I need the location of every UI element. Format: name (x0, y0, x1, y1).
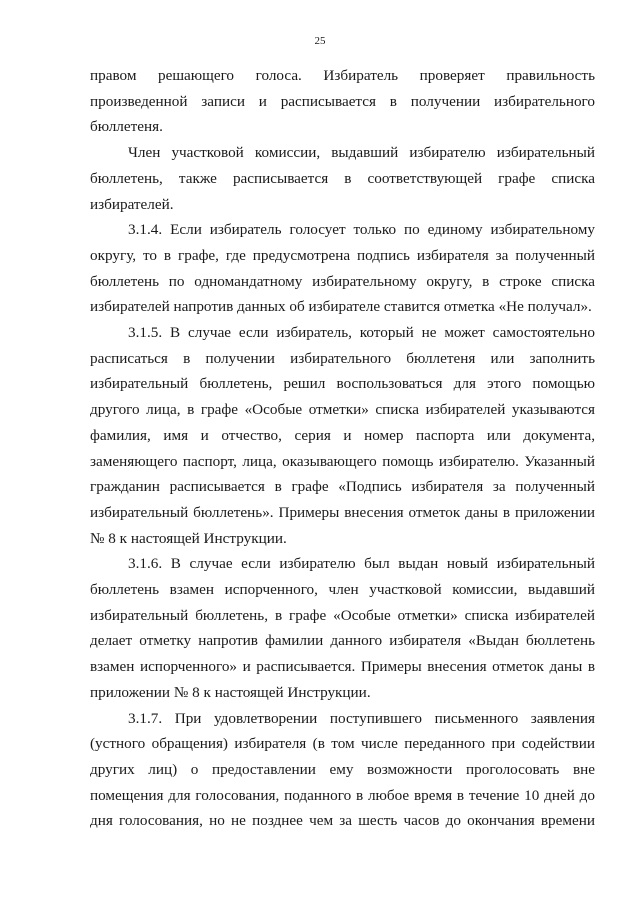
paragraph-3-1-5 (90, 320, 595, 551)
text-line: бюллетень, также расписывается в соответствующей графе списка (90, 169, 595, 187)
text-line: расписаться в получении избирательного бюллетеня или заполнить (90, 349, 595, 367)
text-line: другого лица, в графе «Особые отметки» списка избирателей указываются (90, 401, 595, 419)
text-line: произведенной записи и расписывается в получении избирательного (90, 92, 595, 110)
text-line: избирательный бюллетень, решил воспользоваться для этого помощью (90, 375, 595, 393)
text-line: (устного обращения) избирателя (в том числе переданного при содействии (90, 735, 595, 753)
text-line: приложении № 8 к настоящей Инструкции. (90, 683, 371, 701)
text-line: избирательный бюллетень». Примеры внесения отметок даны в приложении (90, 503, 595, 521)
paragraph-3-1-7 (90, 706, 595, 835)
text-line: дня голосования, но не позднее чем за шесть часов до окончания времени (90, 812, 595, 830)
text-line: гражданин расписывается в графе «Подпись избирателя за полученный (90, 478, 595, 496)
text-line: округу, то в графе, где предусмотрена подпись избирателя за полученный (90, 246, 595, 264)
paragraph-3-1-6 (90, 551, 595, 705)
text-line: избирателей. (90, 195, 174, 213)
text-line: правом решающего голоса. Избиратель проверяет правильность (90, 67, 595, 84)
text-line: делает отметку напротив фамилии данного избирателя «Выдан бюллетень (90, 632, 595, 650)
text-line: 3.1.6. В случае если избирателю был выдан новый избирательный (128, 555, 595, 573)
text-line: заменяющего паспорт, лица, оказывающего помощь избирателю. Указанный (90, 452, 595, 470)
paragraph-commission-member (90, 140, 595, 217)
text-line: бюллетеня. (90, 118, 163, 136)
text-line: помещения для голосования, поданного в любое время в течение 10 дней до (90, 786, 595, 804)
text-line: бюллетень взамен испорченного, член участковой комиссии, выдавший (90, 581, 595, 599)
text-line: других лиц) о предоставлении ему возможности проголосовать вне (90, 760, 595, 778)
text-line: избирателей напротив данных об избирателе ставится отметка «Не получал». (90, 298, 592, 316)
text-line: Член участковой комиссии, выдавший избирателю избирательный (128, 144, 595, 162)
body-text (90, 63, 595, 834)
text-line: 3.1.5. В случае если избиратель, который не может самостоятельно (128, 324, 595, 342)
text-line: взамен испорченного» и расписывается. Примеры внесения отметок даны в (90, 658, 595, 676)
text-line: фамилия, имя и отчество, серия и номер паспорта или документа, (90, 426, 595, 444)
text-line: бюллетень по одномандатному избирательному округу, в строке списка (90, 272, 595, 290)
text-line: 3.1.7. При удовлетворении поступившего письменного заявления (128, 709, 595, 727)
text-line: 3.1.4. Если избиратель голосует только по единому избирательному (128, 221, 595, 239)
paragraph-continuation (90, 63, 595, 140)
page-number: 25 (314, 35, 326, 47)
text-line: № 8 к настоящей Инструкции. (90, 529, 287, 547)
paragraph-3-1-4 (90, 217, 595, 320)
text-line: избирательный бюллетень, в графе «Особые отметки» списка избирателей (90, 606, 595, 624)
